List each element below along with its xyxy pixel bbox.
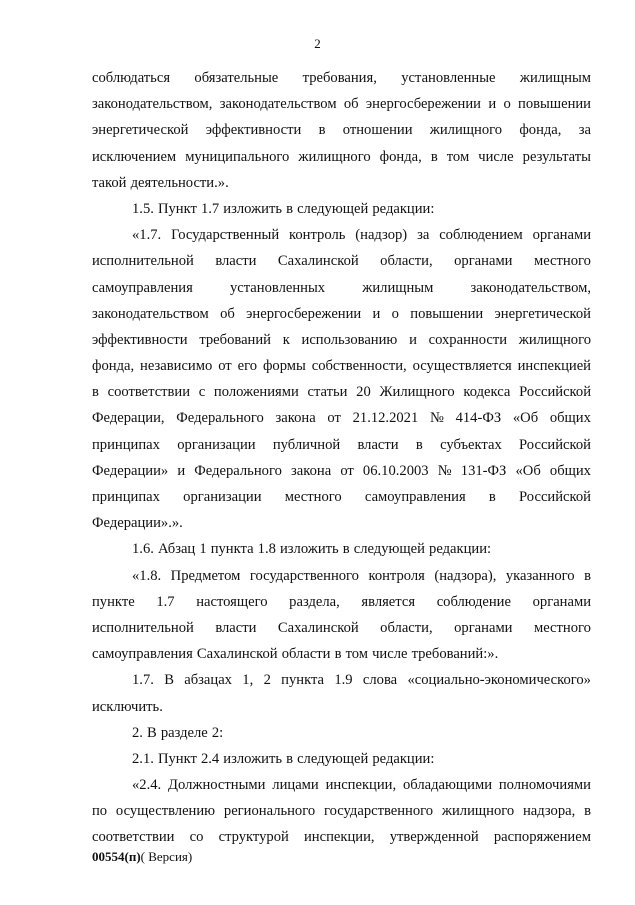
- text-line: фонда, независимо от его формы собственности, осуществляется инспекцией: [92, 358, 591, 375]
- text-line: «2.4. Должностными лицами инспекции, обладающими полномочиями: [132, 777, 591, 794]
- text-line: принципах организации публичной власти в субъектах Российской: [92, 436, 591, 453]
- document-body: [92, 65, 591, 851]
- text-line: 1.5. Пункт 1.7 изложить в следующей редакции:: [132, 200, 435, 217]
- paragraph: [92, 772, 591, 851]
- text-line: исполнительной власти Сахалинской области, органами местного: [92, 253, 591, 270]
- text-line: исключением муниципального жилищного фонда, в том числе результаты: [92, 148, 591, 165]
- page-number: 2: [314, 36, 321, 51]
- paragraph: [92, 196, 591, 222]
- text-line: законодательством об энергосбережении и о повышении энергетической: [92, 305, 591, 322]
- text-line: пункте 1.7 настоящего раздела, является соблюдение органами: [92, 593, 591, 610]
- paragraph: [92, 536, 591, 562]
- text-line: энергетической эффективности в отношении жилищного фонда, за: [92, 122, 591, 139]
- text-line: 1.6. Абзац 1 пункта 1.8 изложить в следующей редакции:: [132, 541, 492, 558]
- paragraph: [92, 667, 591, 719]
- text-line: исключить.: [92, 698, 163, 715]
- text-line: соблюдаться обязательные требования, установленные жилищным: [92, 70, 591, 86]
- document-version: ( Версия): [140, 849, 193, 864]
- text-line: Федерации, Федерального закона от 21.12.2021 № 414-ФЗ «Об общих: [92, 410, 591, 427]
- text-line: 1.7. В абзацах 1, 2 пункта 1.9 слова «социально-экономического»: [132, 672, 591, 689]
- text-line: исполнительной власти Сахалинской области, органами местного: [92, 619, 591, 636]
- paragraph: [92, 65, 591, 196]
- text-line: соответствии со структурой инспекции, утвержденной распоряжением: [92, 829, 591, 846]
- text-line: самоуправления установленных жилищным законодательством,: [92, 279, 591, 296]
- paragraph: [92, 222, 591, 536]
- text-line: в соответствии с положениями статьи 20 Жилищного кодекса Российской: [92, 384, 591, 401]
- paragraph: [92, 746, 591, 772]
- document-footer: [92, 849, 192, 865]
- text-line: законодательством, законодательством об энергосбережении и о повышении: [92, 96, 591, 113]
- text-line: эффективности требований к использованию и сохранности жилищного: [92, 331, 591, 348]
- text-line: «1.7. Государственный контроль (надзор) за соблюдением органами: [132, 227, 591, 244]
- text-line: по осуществлению регионального государственного жилищного надзора, в: [92, 803, 591, 820]
- text-line: 2. В разделе 2:: [132, 724, 224, 741]
- paragraph: [92, 563, 591, 668]
- text-line: самоуправления Сахалинской области в том числе требований:».: [92, 646, 499, 663]
- text-line: Федерации».».: [92, 515, 183, 532]
- paragraph: [92, 720, 591, 746]
- text-line: Федерации» и Федерального закона от 06.10.2003 № 131-ФЗ «Об общих: [92, 462, 591, 479]
- text-line: такой деятельности.».: [92, 174, 229, 191]
- text-line: принципах организации местного самоуправления в Российской: [92, 489, 591, 505]
- text-line: 2.1. Пункт 2.4 изложить в следующей редакции:: [132, 750, 435, 767]
- document-code: 00554(п): [92, 849, 141, 864]
- text-line: «1.8. Предметом государственного контроля (надзора), указанного в: [132, 567, 591, 584]
